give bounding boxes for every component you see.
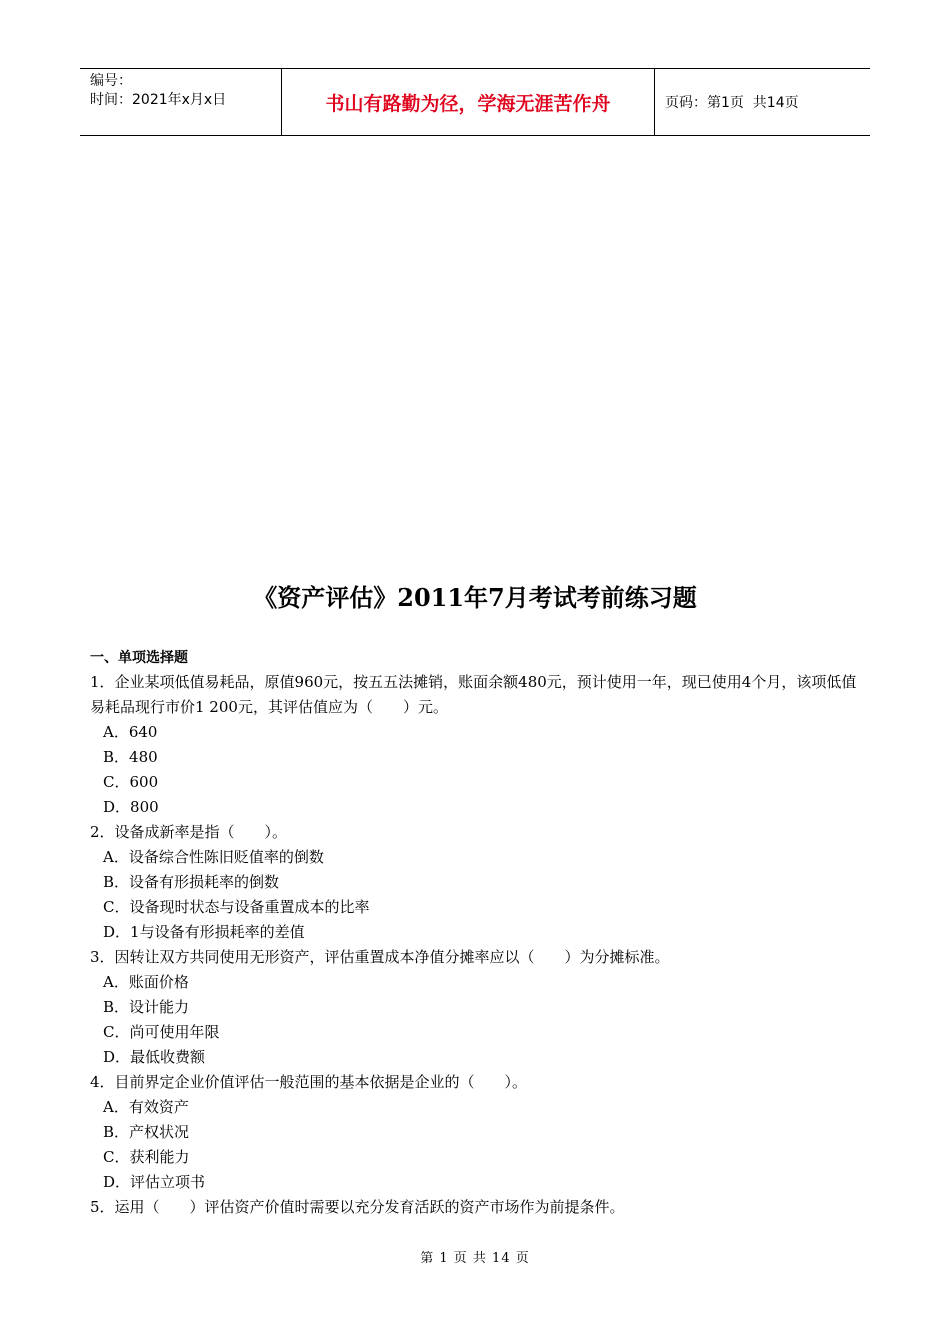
option-c: C．尚可使用年限	[103, 1023, 220, 1041]
option-d: D．1与设备有形损耗率的差值	[103, 923, 305, 941]
question-4	[90, 1070, 865, 1195]
header-page-info	[655, 69, 870, 135]
header-meta	[80, 69, 282, 135]
header-motto: 书山有路勤为径，学海无涯苦作舟	[282, 69, 655, 135]
page-info-text: 页码：第1页 共14页	[665, 95, 799, 111]
document-number-label: 编号：	[90, 73, 132, 89]
option-d: D．最低收费额	[103, 1048, 206, 1066]
document-title: 《资产评估》2011年7月考试考前练习题	[253, 583, 697, 612]
option-b: B．设计能力	[103, 998, 190, 1016]
option-d: D．800	[103, 798, 159, 816]
question-5	[90, 1195, 865, 1220]
question-2	[90, 820, 865, 945]
option-c: C．获利能力	[103, 1148, 190, 1166]
option-a: A．账面价格	[103, 973, 189, 991]
option-a: A．设备综合性陈旧贬值率的倒数	[103, 848, 324, 866]
document-body	[90, 646, 865, 1220]
option-c: C．600	[103, 773, 159, 791]
option-b: B．产权状况	[103, 1123, 190, 1141]
option-a: A．640	[103, 723, 158, 741]
question-stem: 3．因转让双方共同使用无形资产，评估重置成本净值分摊率应以（ ）为分摊标准。	[90, 948, 670, 966]
option-c: C．设备现时状态与设备重置成本的比率	[103, 898, 370, 916]
page-footer: 第 1 页 共 14 页	[420, 1251, 530, 1266]
question-stem: 5．运用（ ）评估资产价值时需要以充分发育活跃的资产市场作为前提条件。	[90, 1198, 625, 1216]
option-b: B．480	[103, 748, 158, 766]
question-1	[90, 670, 865, 820]
option-a: A．有效资产	[103, 1098, 189, 1116]
question-stem: 1．企业某项低值易耗品，原值960元，按五五法摊销，账面余额480元，预计使用一年，现已使用4个月，该项低值易耗品现行市价1 200元，其评估值应为（ ）元。	[90, 673, 857, 716]
option-d: D．评估立项书	[103, 1173, 206, 1191]
document-time-label: 时间：2021年x月x日	[90, 92, 227, 108]
option-b: B．设备有形损耗率的倒数	[103, 873, 280, 891]
header-table	[80, 68, 870, 136]
section-heading: 一、单项选择题	[90, 650, 188, 666]
question-3	[90, 945, 865, 1070]
question-stem: 4．目前界定企业价值评估一般范围的基本依据是企业的（ ）。	[90, 1073, 528, 1091]
question-stem: 2．设备成新率是指（ ）。	[90, 823, 288, 841]
